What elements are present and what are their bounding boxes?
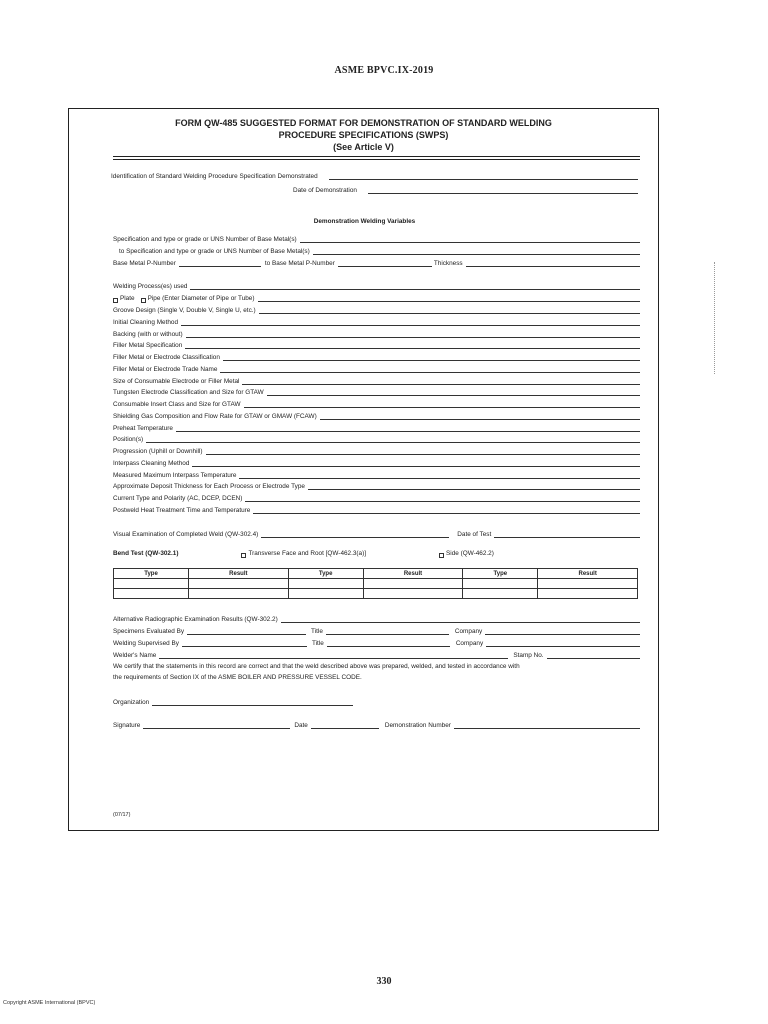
certification-line1: We certify that the statements in this record are correct and that the weld described above was prepared, welded, and tested in accordance with (113, 663, 520, 670)
visual-exam-row (113, 530, 640, 539)
welding-variable-row (113, 471, 640, 480)
plate-pipe-row (113, 294, 640, 303)
welding-variable-row (113, 424, 640, 433)
identification-row (111, 172, 638, 181)
table-cell[interactable] (114, 579, 189, 589)
welding-variable-label: Filler Metal Specification (113, 342, 183, 350)
welding-variable-field[interactable] (244, 406, 640, 408)
welders-name-label: Welder's Name (113, 652, 157, 659)
table-header-type: Type (288, 569, 363, 579)
welding-supervised-row (113, 639, 640, 648)
welding-variable-row (113, 494, 640, 503)
alt-radiographic-field[interactable] (281, 621, 640, 623)
table-cell[interactable] (363, 579, 463, 589)
welding-supervised-label: Welding Supervised By (113, 640, 179, 647)
date-of-test-label: Date of Test (457, 531, 492, 538)
welding-variable-field[interactable] (220, 371, 640, 373)
margin-dotted-line (714, 262, 716, 374)
title-field[interactable] (326, 633, 449, 635)
section-heading-text: Demonstration Welding Variables (313, 218, 416, 225)
date-demonstration-label: Date of Demonstration (293, 187, 357, 194)
identification-label: Identification of Standard Welding Procedure Specification Demonstrated (111, 173, 318, 180)
organization-label: Organization (113, 699, 150, 706)
document-header: ASME BPVC.IX-2019 (334, 65, 434, 76)
welding-variable-row (113, 377, 640, 386)
to-base-pnumber-field[interactable] (338, 265, 432, 267)
bend-test-row (113, 549, 640, 558)
welding-variable-field[interactable] (176, 430, 640, 432)
company-label: Company (455, 640, 484, 647)
table-cell[interactable] (463, 589, 538, 599)
table-cell[interactable] (288, 589, 363, 599)
table-row (114, 579, 638, 589)
side-checkbox[interactable] (439, 553, 444, 558)
welding-variable-label: Approximate Deposit Thickness for Each Process or Electrode Type (113, 483, 305, 491)
pnumber-row (113, 259, 640, 268)
welding-variable-field[interactable] (242, 383, 640, 385)
welding-variable-label: Filler Metal or Electrode Classification (113, 354, 220, 361)
welding-variable-label: Interpass Cleaning Method (113, 459, 190, 467)
form-title-line3: (See Article V) (333, 142, 394, 152)
welding-variable-field[interactable] (253, 512, 640, 514)
bend-test-table (113, 568, 638, 599)
date-field[interactable] (311, 727, 379, 729)
pipe-label: Pipe (Enter Diameter of Pipe or Tube) (147, 295, 255, 302)
table-row (114, 589, 638, 599)
bend-test-header-row (114, 569, 638, 579)
table-cell[interactable] (288, 579, 363, 589)
welding-variable-field[interactable] (206, 453, 640, 455)
alt-radiographic-label: Alternative Radiographic Examination Results (QW-302.2) (113, 616, 278, 623)
visual-exam-field[interactable] (261, 536, 449, 538)
form-qw-485 (68, 108, 659, 831)
table-header-result: Result (189, 569, 289, 579)
welders-name-row (113, 651, 640, 660)
table-cell[interactable] (189, 579, 289, 589)
welding-variable-row (113, 388, 640, 397)
transverse-label: Transverse Face and Root [QW-462.3(a)] (248, 550, 367, 557)
date-of-test-field[interactable] (494, 536, 640, 538)
form-title-line1: FORM QW-485 SUGGESTED FORMAT FOR DEMONSTRATION OF STANDARD WELDING (175, 118, 552, 128)
welding-variable-field[interactable] (223, 359, 640, 361)
company-field[interactable] (486, 645, 640, 647)
demonstration-number-label: Demonstration Number (384, 722, 451, 729)
welding-variable-field[interactable] (320, 418, 640, 420)
base-metal-spec-label: Specification and type or grade or UNS Number of Base Metal(s) (113, 236, 297, 243)
title-field[interactable] (327, 645, 450, 647)
welding-variable-label: Initial Cleaning Method (113, 318, 179, 326)
bend-test-label: Bend Test (QW-302.1) (113, 550, 179, 557)
welding-variable-field[interactable] (259, 312, 640, 314)
base-metal-spec-row (113, 235, 640, 244)
table-header-type: Type (463, 569, 538, 579)
welding-variable-field[interactable] (186, 336, 640, 338)
table-header-result: Result (363, 569, 463, 579)
welding-process-label: Welding Process(es) used (113, 283, 188, 290)
welding-variable-row (113, 447, 640, 456)
revision-date: (07/17) (113, 812, 131, 818)
page-number: 330 (376, 976, 392, 987)
section-heading (69, 217, 660, 226)
title-divider (113, 156, 640, 160)
welding-variable-label: Current Type and Polarity (AC, DCEP, DCEN) (113, 495, 243, 502)
certification-line2: the requirements of Section IX of the ASME BOILER AND PRESSURE VESSEL CODE. (113, 674, 362, 681)
welding-variable-row (113, 412, 640, 421)
welding-variable-field[interactable] (245, 500, 640, 502)
company-field[interactable] (485, 633, 640, 635)
welding-variable-row (113, 365, 640, 374)
table-header-result: Result (538, 569, 638, 579)
welding-variable-field[interactable] (308, 488, 640, 490)
visual-exam-label: Visual Examination of Completed Weld (QW-302.4) (113, 531, 259, 538)
table-cell[interactable] (538, 589, 638, 599)
organization-field[interactable] (152, 704, 353, 706)
date-demonstration-row (293, 186, 638, 195)
welding-variable-label: Measured Maximum Interpass Temperature (113, 471, 237, 479)
stamp-no-label: Stamp No. (513, 652, 544, 659)
specimens-evaluated-label: Specimens Evaluated By (113, 628, 185, 635)
welding-variable-field[interactable] (181, 324, 640, 326)
welding-variable-label: Position(s) (113, 436, 144, 444)
table-cell[interactable] (114, 589, 189, 599)
identification-field[interactable] (329, 178, 638, 180)
welding-variable-label: Consumable Insert Class and Size for GTAW (113, 401, 241, 408)
certification-statement (113, 661, 643, 683)
pipe-checkbox[interactable] (141, 298, 146, 303)
welding-variable-row (113, 330, 640, 339)
welding-variable-row (113, 318, 640, 327)
specimens-evaluated-field[interactable] (187, 633, 306, 635)
side-label: Side (QW-462.2) (446, 550, 494, 557)
welders-name-field[interactable] (159, 657, 508, 659)
welding-variable-field[interactable] (185, 347, 640, 349)
welding-variable-field[interactable] (267, 394, 640, 396)
to-spec-row (119, 247, 640, 256)
to-spec-label: to Specification and type or grade or UNS Number of Base Metal(s) (119, 248, 310, 255)
plate-label: Plate (120, 295, 135, 302)
welding-variable-row (113, 482, 640, 491)
base-pnumber-label: Base Metal P-Number (113, 260, 176, 267)
signature-row (113, 721, 640, 730)
organization-row (113, 698, 353, 707)
to-spec-field[interactable] (313, 253, 640, 255)
welding-variable-row (113, 400, 640, 409)
welding-variable-label: Progression (Uphill or Downhill) (113, 448, 203, 455)
welding-variable-label: Postweld Heat Treatment Time and Temperature (113, 506, 251, 514)
welding-process-row (113, 282, 640, 291)
welding-variable-row (113, 353, 640, 362)
signature-field[interactable] (143, 727, 290, 729)
welding-process-field[interactable] (190, 288, 640, 290)
plate-checkbox[interactable] (113, 298, 118, 303)
date-demonstration-field[interactable] (368, 192, 638, 194)
specimens-evaluated-row (113, 627, 640, 636)
stamp-no-field[interactable] (547, 657, 640, 659)
welding-variable-label: Tungsten Electrode Classification and Size for GTAW (113, 389, 264, 397)
welding-variable-field[interactable] (239, 477, 640, 479)
table-cell[interactable] (363, 589, 463, 599)
welding-variable-label: Size of Consumable Electrode or Filler Metal (113, 377, 240, 385)
form-title-line2: PROCEDURE SPECIFICATIONS (SWPS) (278, 130, 449, 140)
date-label: Date (294, 722, 308, 729)
welding-variable-row (113, 435, 640, 444)
title-label: Title (311, 640, 324, 647)
welding-variable-label: Filler Metal or Electrode Trade Name (113, 365, 218, 373)
welding-variable-row (113, 341, 640, 350)
welding-variable-label: Groove Design (Single V, Double V, Single U, etc.) (113, 307, 256, 314)
welding-variable-row (113, 506, 640, 515)
demonstration-number-field[interactable] (454, 727, 640, 729)
table-header-type: Type (114, 569, 189, 579)
welding-supervised-field[interactable] (182, 645, 307, 647)
form-title (69, 117, 658, 153)
company-label: Company (454, 628, 483, 635)
signature-label: Signature (113, 722, 141, 729)
to-base-pnumber-label: to Base Metal P-Number (264, 260, 335, 267)
thickness-label: Thickness (433, 260, 463, 267)
welding-variable-field[interactable] (192, 465, 640, 467)
welding-variable-label: Backing (with or without) (113, 330, 183, 338)
pipe-diameter-field[interactable] (258, 300, 641, 302)
base-metal-spec-field[interactable] (300, 241, 640, 243)
table-cell[interactable] (538, 579, 638, 589)
welding-variable-row (113, 306, 640, 315)
transverse-checkbox[interactable] (241, 553, 246, 558)
welding-variable-field[interactable] (146, 441, 640, 443)
thickness-field[interactable] (466, 265, 640, 267)
welding-variable-row (113, 459, 640, 468)
table-cell[interactable] (189, 589, 289, 599)
table-cell[interactable] (463, 579, 538, 589)
welding-variable-label: Preheat Temperature (113, 424, 173, 432)
base-pnumber-field[interactable] (179, 265, 261, 267)
welding-variable-label: Shielding Gas Composition and Flow Rate for GTAW or GMAW (FCAW) (113, 412, 317, 420)
title-label: Title (311, 628, 323, 635)
alt-radiographic-row (113, 615, 640, 624)
copyright-notice: Copyright ASME International (BPVC) (3, 1000, 96, 1006)
